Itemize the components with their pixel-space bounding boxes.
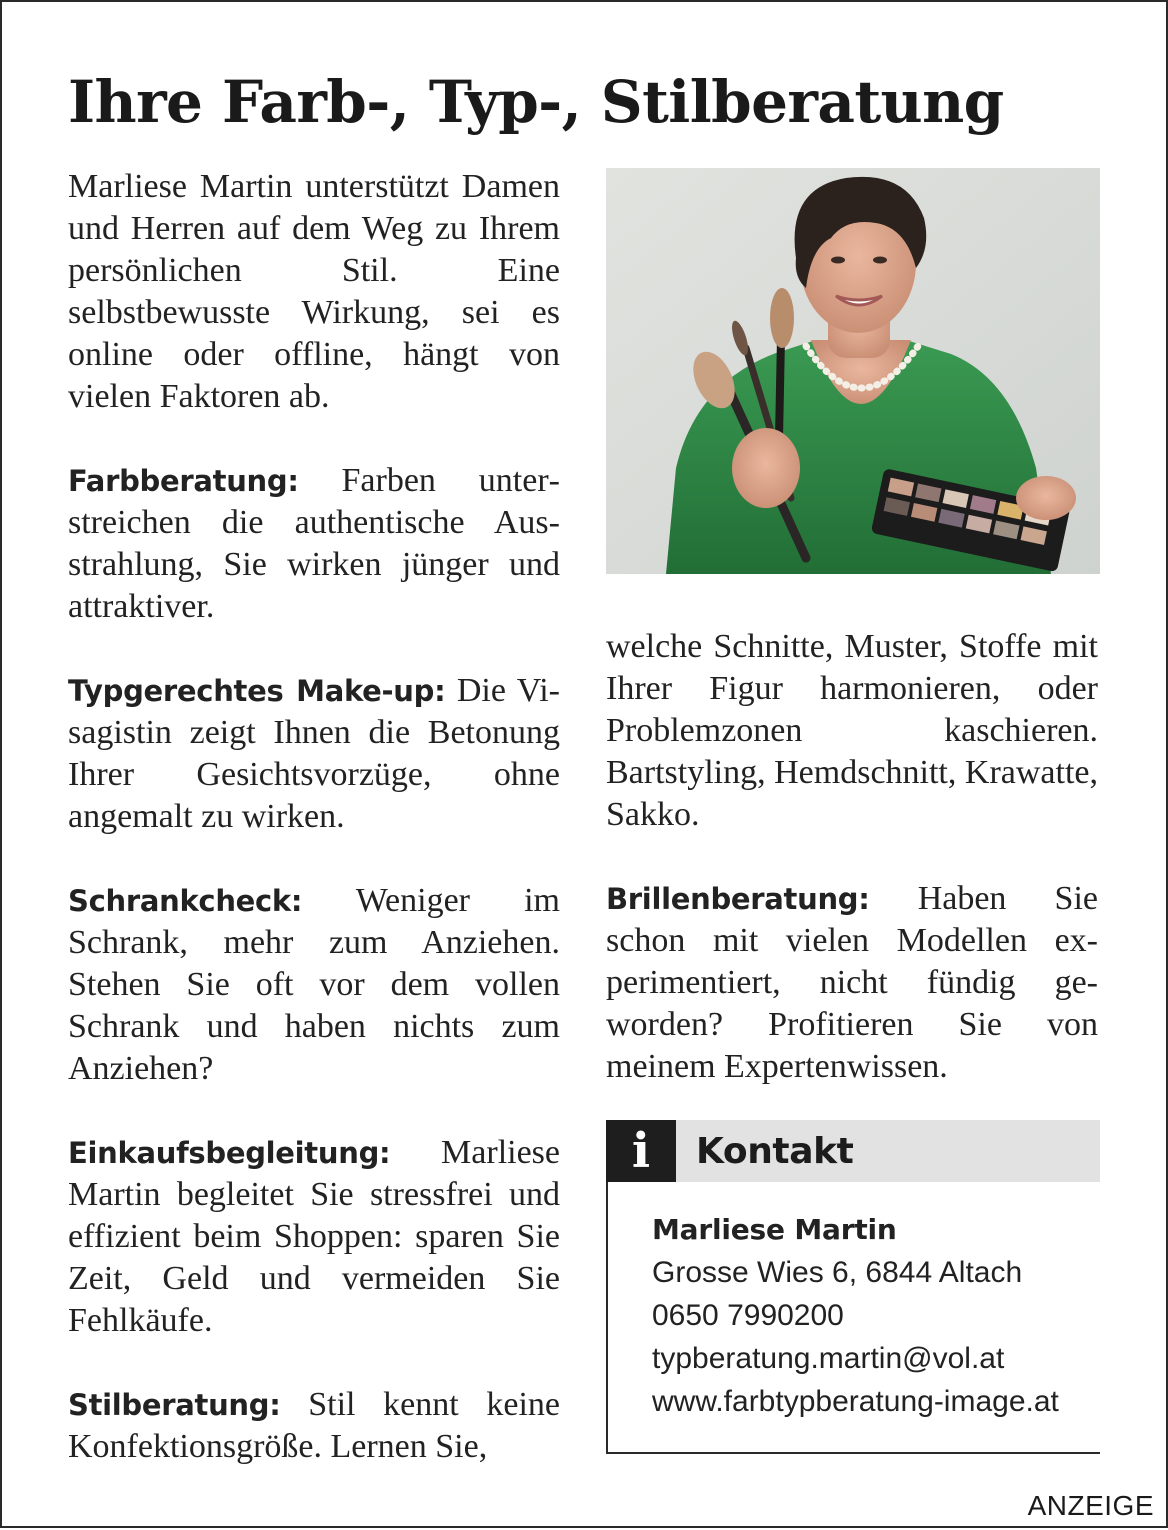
contact-title: Kontakt [696, 1131, 854, 1172]
intro-paragraph: Marliese Martin unterstützt Damen und Herren auf dem Weg zu Ihrem persönlichen Stil. Eine selbstbewusste Wirkung, sei es online oder offline, hängt von vielen Faktoren ab. [68, 168, 560, 415]
right-column [606, 626, 1098, 1088]
section-farbberatung [68, 460, 560, 628]
section-text: Stil kennt keine Konfektionsgröße. Lernen Sie, [68, 1386, 560, 1465]
contact-website[interactable]: www.farbtypberatung-image.at [652, 1385, 1059, 1418]
portrait-illustration [606, 168, 1100, 574]
info-icon-glyph: i [631, 1123, 651, 1179]
contact-details [652, 1208, 1059, 1423]
section-term: Stilberatung: [68, 1388, 281, 1422]
contact-address: Grosse Wies 6, 6844 Altach [652, 1256, 1023, 1289]
section-schrankcheck [68, 880, 560, 1090]
left-column [68, 166, 560, 1468]
contact-border-left [606, 1182, 608, 1454]
section-make-up [68, 670, 560, 838]
stilberatung-continuation: welche Schnitte, Muster, Stoffe mit Ihrer Figur harmonieren, oder Problemzonen kaschieren. Bartstyling, Hemdschnitt, Krawatte, Sakko. [606, 628, 1098, 833]
contact-name: Marliese Martin [652, 1213, 897, 1246]
advertisement-label: ANZEIGE [1027, 1490, 1154, 1521]
section-text: Marliese Martin begleitet Sie stressfrei und effizient beim Shoppen: sparen Sie Zeit, Geld und vermeiden Sie Fehlkäufe. [68, 1134, 560, 1339]
contact-email[interactable]: typberatung.martin@vol.at [652, 1342, 1005, 1375]
contact-phone: 0650 7990200 [652, 1299, 844, 1332]
contact-box [606, 1120, 1100, 1454]
headline: Ihre Farb-, Typ-, Stilberatung [68, 68, 1004, 136]
portrait-photo [606, 168, 1100, 574]
info-icon [606, 1120, 676, 1182]
section-term: Schrankcheck: [68, 884, 303, 918]
section-text: Haben Sie schon mit vielen Modellen experimentiert, nicht fündig geworden? Profitieren Sie von meinem Expertenwissen. [606, 880, 1098, 1085]
section-text: Die Visagistin zeigt Ihnen die Betonung Ihrer Gesichtsvorzüge, ohne angemalt zu wirken. [68, 672, 560, 835]
section-term: Typgerechtes Make-up: [68, 674, 446, 708]
contact-border-bottom [606, 1452, 1100, 1454]
contact-header [606, 1120, 1100, 1182]
section-brillenberatung [606, 878, 1098, 1088]
section-term: Einkaufsbegleitung: [68, 1136, 391, 1170]
section-text: Weniger im Schrank, mehr zum Anziehen. Stehen Sie oft vor dem vollen Schrank und haben nichts zum Anziehen? [68, 882, 560, 1087]
section-text: Farben unterstreichen die authentische Ausstrahlung, Sie wirken jünger und attraktiver. [68, 462, 560, 625]
section-stilberatung [68, 1384, 560, 1468]
section-term: Farbberatung: [68, 464, 299, 498]
section-einkaufsbegleitung [68, 1132, 560, 1342]
section-term: Brillenberatung: [606, 882, 870, 916]
